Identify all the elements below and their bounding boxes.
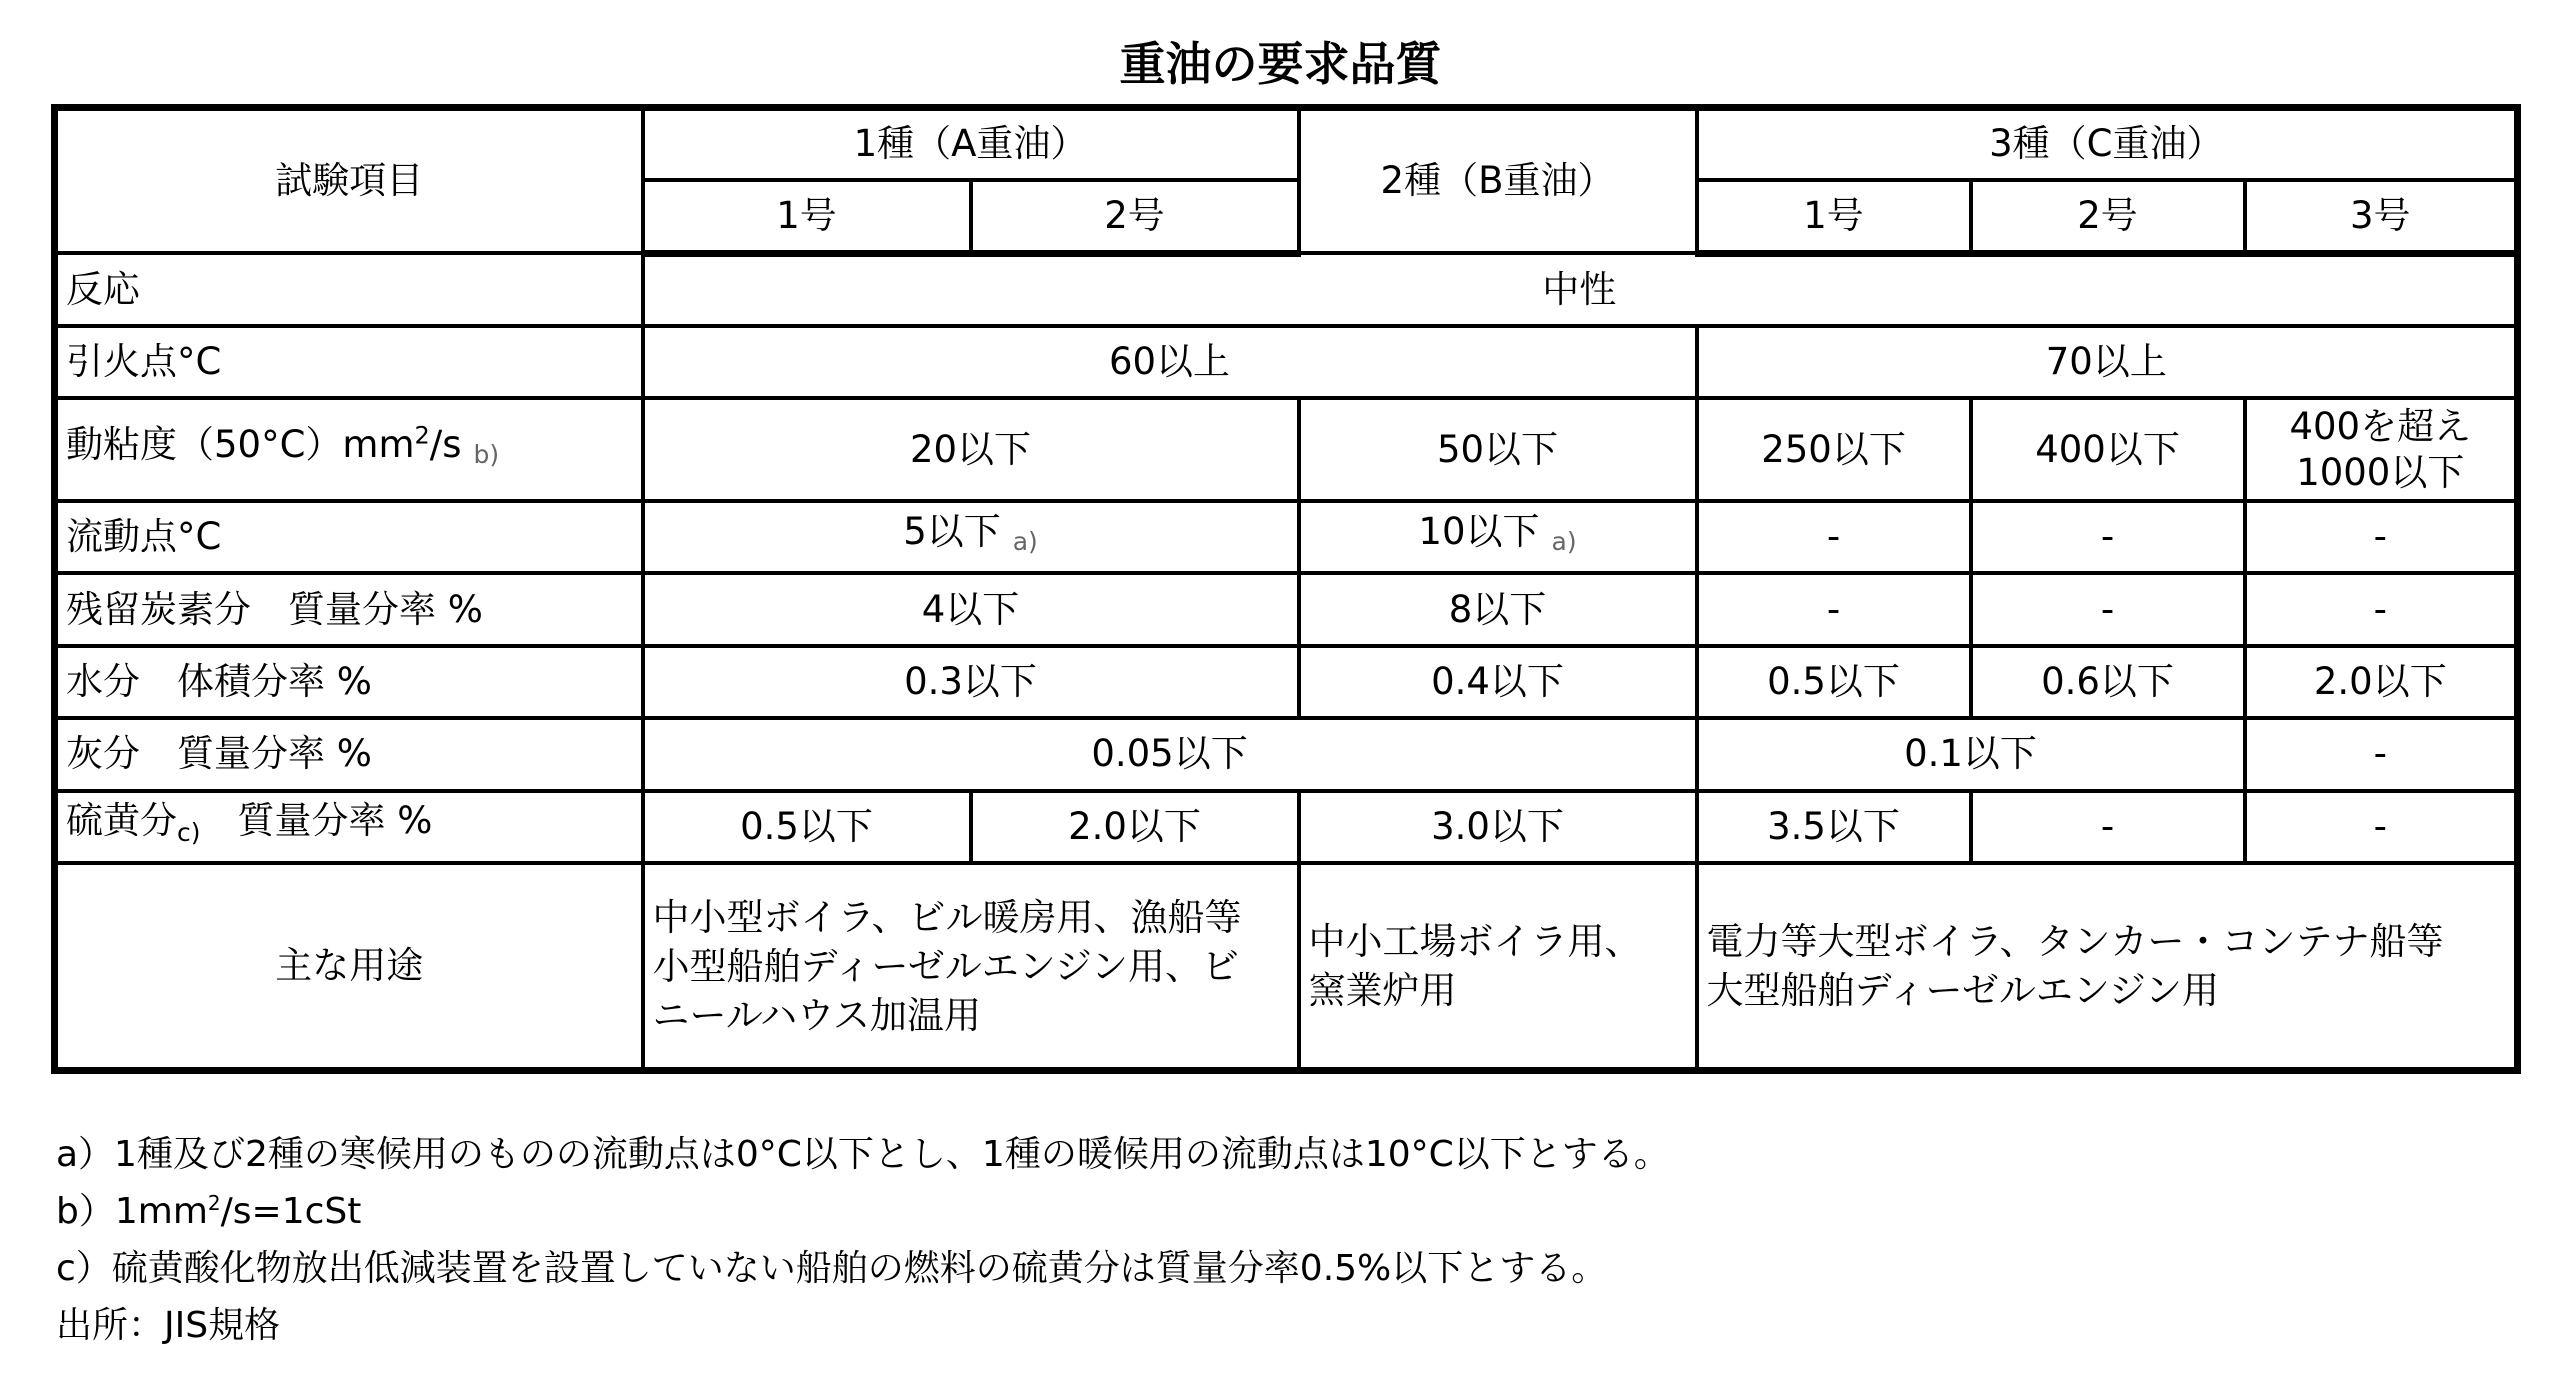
row-label-sulfur (55, 791, 643, 863)
cell-ash-type3-no3: - (2245, 718, 2518, 790)
cell-water-type3-no3: 2.0以下 (2245, 646, 2518, 718)
cell-usage-type1 (643, 863, 1299, 1070)
row-water (55, 646, 2518, 718)
viscosity-footnote-ref: b) (473, 439, 500, 469)
cell-pour-type3-no2: - (1971, 501, 2245, 573)
sulfur-footnote-ref: c) (177, 817, 201, 847)
cell-pour-type3-no1: - (1697, 501, 1971, 573)
cell-flash-type1-2: 60以上 (643, 326, 1697, 398)
footnote-b (56, 1183, 2456, 1240)
sulfur-label-unit: 質量分率 % (200, 798, 433, 842)
row-label-viscosity (55, 398, 643, 501)
header-type3-no3: 3号 (2245, 180, 2518, 253)
cell-ash-type3-no1-2: 0.1以下 (1697, 718, 2245, 790)
footnote-b-sup: 2 (207, 1191, 221, 1215)
usage-type2-line1: 中小工場ボイラ用、 (1308, 920, 1642, 964)
header-type1: 1種（A重油） (643, 108, 1299, 180)
cell-carbon-type1: 4以下 (643, 573, 1299, 645)
header-type3: 3種（C重油） (1697, 108, 2518, 180)
footnote-a: a）1種及び2種の寒候用のものの流動点は0°C以下とし、1種の暖候用の流動点は10°C以下とする。 (56, 1134, 1670, 1175)
usage-type1-line1: 中小型ボイラ、ビル暖房用、漁船等 (652, 895, 1242, 939)
cell-viscosity-type3-no1: 250以下 (1697, 398, 1971, 501)
viscosity-label-sup: 2 (414, 421, 430, 450)
cell-carbon-type2: 8以下 (1299, 573, 1697, 645)
usage-type1-line3: ニールハウス加温用 (652, 993, 982, 1037)
cell-carbon-type3-no3: - (2245, 573, 2518, 645)
cell-carbon-type3-no1: - (1697, 573, 1971, 645)
usage-type1-line2: 小型船舶ディーゼルエンジン用、ビ (652, 944, 1239, 988)
cell-viscosity-type3-no2: 400以下 (1971, 398, 2245, 501)
cell-viscosity-type2: 50以下 (1299, 398, 1697, 501)
cell-reaction-value: 中性 (643, 253, 2518, 325)
row-carbon-residue (55, 573, 2518, 645)
fuel-oil-quality-table (51, 104, 2521, 1074)
cell-sulfur-type1-no2: 2.0以下 (971, 791, 1299, 863)
header-type2: 2種（B重油） (1299, 108, 1697, 254)
footnote-b-unit: /s=1cSt (220, 1191, 362, 1232)
cell-pour-type3-no3: - (2245, 501, 2518, 573)
header-type1-no2: 2号 (971, 180, 1299, 253)
header-row-1 (55, 108, 2518, 180)
header-test-item: 試験項目 (55, 108, 643, 254)
row-ash (55, 718, 2518, 790)
header-type1-no1: 1号 (643, 180, 971, 253)
row-label-reaction: 反応 (55, 253, 643, 325)
cell-viscosity-type1: 20以下 (643, 398, 1299, 501)
viscosity-type3-no3-line2: 1000以下 (2296, 450, 2465, 494)
row-label-usage: 主な用途 (55, 863, 643, 1070)
header-type3-no1: 1号 (1697, 180, 1971, 253)
footnote-b-text: b）1mm (56, 1191, 208, 1232)
cell-usage-type3 (1697, 863, 2518, 1070)
pour-type1-footnote-ref: a) (1012, 527, 1038, 557)
cell-viscosity-type3-no3 (2245, 398, 2518, 501)
sulfur-label-text: 硫黄分 (66, 798, 177, 842)
pour-type2-footnote-ref: a) (1551, 527, 1577, 557)
viscosity-type3-no3-line1: 400を超え (2289, 404, 2472, 448)
header-type3-no2: 2号 (1971, 180, 2245, 253)
cell-ash-type1-2: 0.05以下 (643, 718, 1697, 790)
cell-sulfur-type3-no2: - (1971, 791, 2245, 863)
page-title: 重油の要求品質 (1119, 37, 1442, 91)
cell-pour-type2 (1299, 501, 1697, 573)
row-flash-point (55, 326, 2518, 398)
footnotes (56, 1126, 2456, 1354)
row-label-carbon-residue: 残留炭素分 質量分率 % (55, 573, 643, 645)
row-label-pour-point: 流動点°C (55, 501, 643, 573)
pour-type1-value: 5以下 (903, 510, 1001, 554)
cell-water-type3-no1: 0.5以下 (1697, 646, 1971, 718)
cell-usage-type2 (1299, 863, 1697, 1070)
cell-sulfur-type2: 3.0以下 (1299, 791, 1697, 863)
cell-water-type1: 0.3以下 (643, 646, 1299, 718)
footnote-c: c）硫黄酸化物放出低減装置を設置していない船舶の燃料の硫黄分は質量分率0.5%以下とする。 (56, 1248, 1608, 1289)
pour-type2-value: 10以下 (1418, 510, 1540, 554)
row-label-ash: 灰分 質量分率 % (55, 718, 643, 790)
row-viscosity (55, 398, 2518, 501)
cell-sulfur-type3-no1: 3.5以下 (1697, 791, 1971, 863)
source-note: 出所：JIS規格 (56, 1305, 281, 1346)
row-reaction (55, 253, 2518, 325)
row-label-water: 水分 体積分率 % (55, 646, 643, 718)
cell-sulfur-type1-no1: 0.5以下 (643, 791, 971, 863)
row-sulfur (55, 791, 2518, 863)
cell-water-type2: 0.4以下 (1299, 646, 1697, 718)
viscosity-label-unit: /s (429, 422, 462, 466)
row-pour-point (55, 501, 2518, 573)
cell-sulfur-type3-no3: - (2245, 791, 2518, 863)
viscosity-label-text: 動粘度（50°C）mm (66, 422, 415, 466)
row-usage (55, 863, 2518, 1070)
cell-flash-type3: 70以上 (1697, 326, 2518, 398)
usage-type3-line2: 大型船舶ディーゼルエンジン用 (1706, 969, 2219, 1013)
row-label-flash-point: 引火点°C (55, 326, 643, 398)
cell-water-type3-no2: 0.6以下 (1971, 646, 2245, 718)
cell-pour-type1 (643, 501, 1299, 573)
usage-type3-line1: 電力等大型ボイラ、タンカー・コンテナ船等 (1706, 920, 2444, 964)
usage-type2-line2: 窯業炉用 (1308, 969, 1457, 1013)
cell-carbon-type3-no2: - (1971, 573, 2245, 645)
